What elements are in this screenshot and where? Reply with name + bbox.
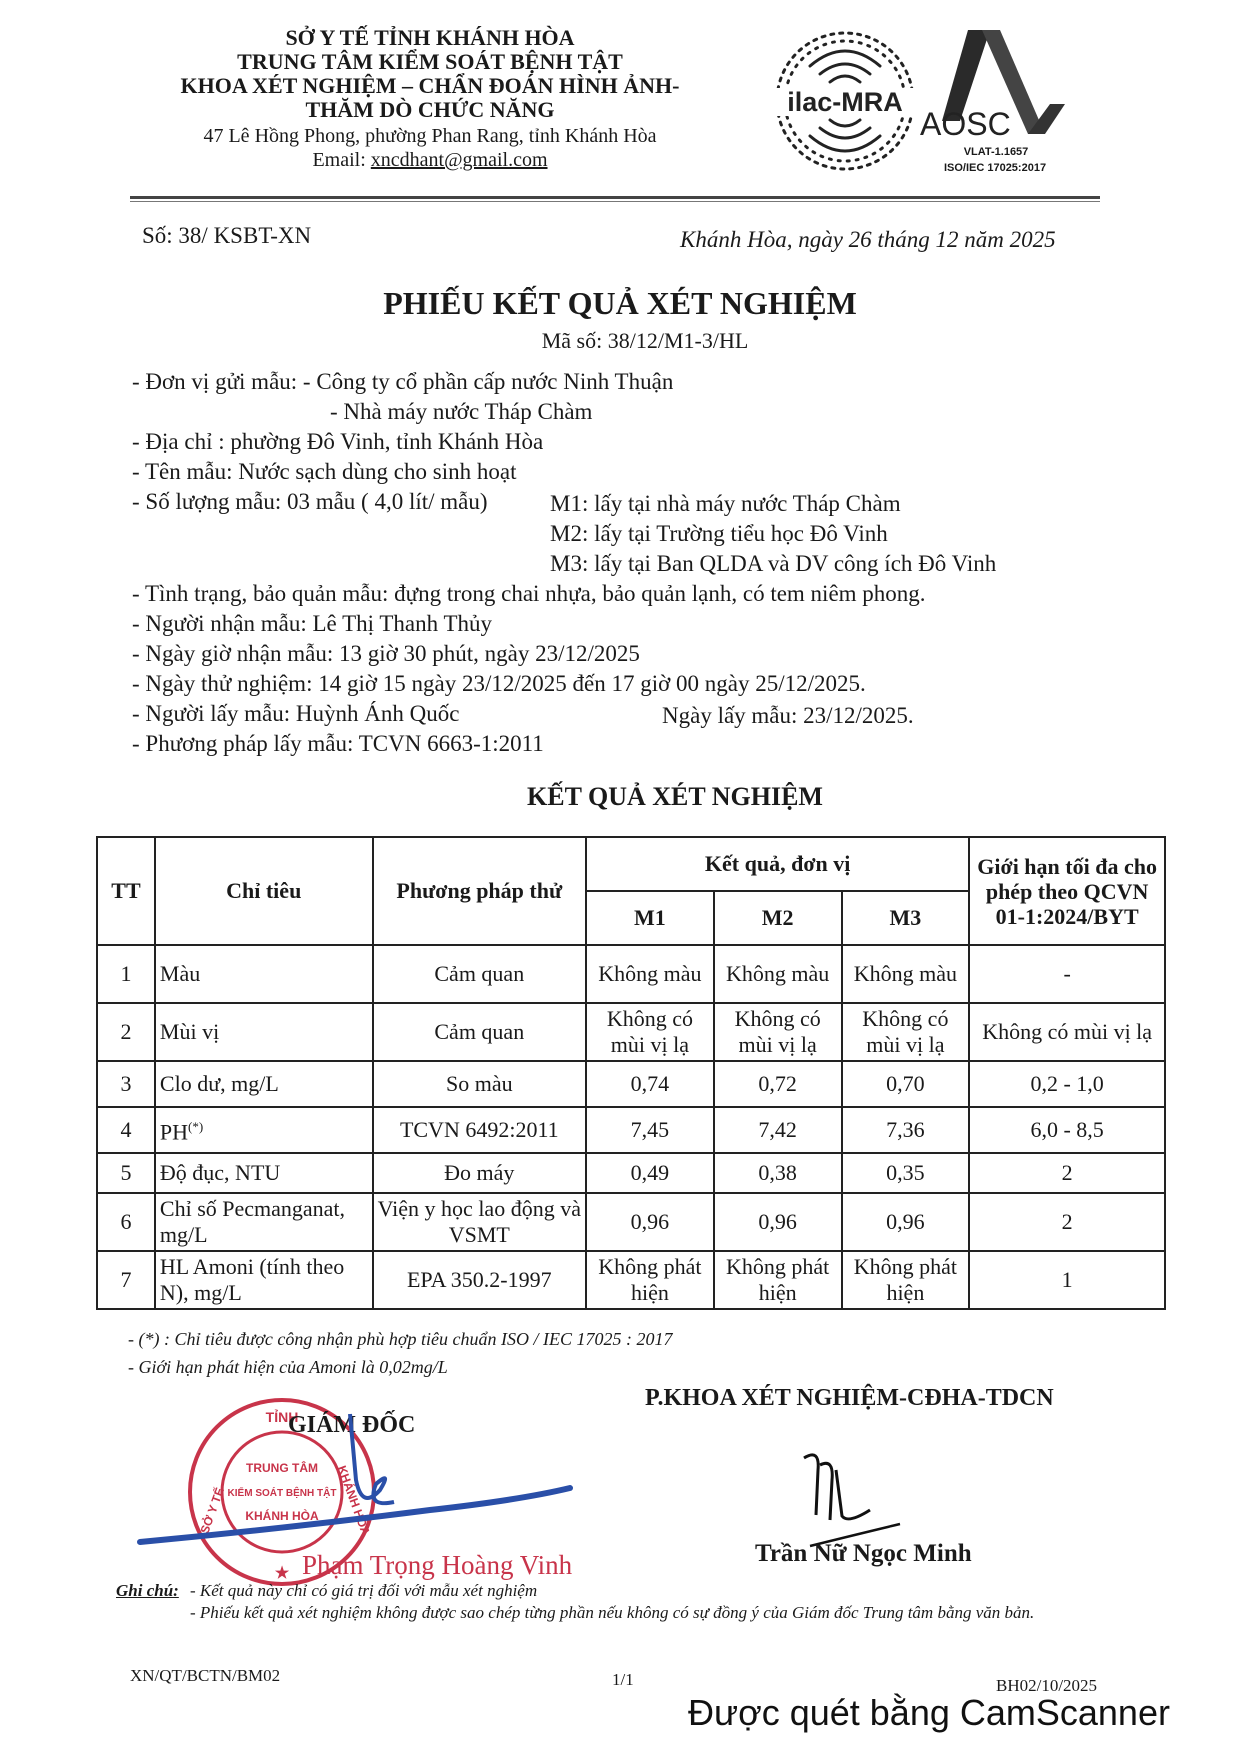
cell-m2-text: 0,72 bbox=[758, 1071, 797, 1096]
ilac-text: ilac-MRA bbox=[787, 87, 903, 117]
sender-unit-2: - Nhà máy nước Tháp Chàm bbox=[330, 399, 593, 424]
stamp-text-left: SỞ Y TẾ bbox=[197, 1485, 227, 1536]
document-code: Mã số: 38/12/M1-3/HL bbox=[541, 328, 749, 353]
cell-m2 bbox=[714, 1003, 842, 1061]
sample-m3: M3: lấy tại Ban QLDA và DV công ích Đô Vinh bbox=[550, 551, 997, 576]
cell-tt bbox=[97, 1193, 155, 1251]
right-signature-title: P.KHOA XÉT NGHIỆM-CĐHA-TDCN bbox=[645, 1385, 1054, 1411]
cell-tt bbox=[97, 1061, 155, 1107]
header-m1: M1 bbox=[586, 891, 714, 945]
header-method: Phương pháp thử bbox=[373, 837, 587, 945]
table-row bbox=[97, 1003, 1165, 1061]
sender-address: - Địa chỉ : phường Đô Vinh, tỉnh Khánh Hòa bbox=[132, 429, 544, 454]
cell-tt bbox=[97, 1003, 155, 1061]
cell-method-text: EPA 350.2-1997 bbox=[406, 1267, 552, 1292]
cell-tt-text: 3 bbox=[120, 1071, 132, 1096]
cell-m3-text: 0,96 bbox=[886, 1209, 925, 1234]
cell-m2-text: Không có mùi vị lạ bbox=[734, 1006, 821, 1057]
table-header-row bbox=[97, 837, 1165, 891]
table-row bbox=[97, 1193, 1165, 1251]
received-at: - Ngày giờ nhận mẫu: 13 giờ 30 phút, ngày 23/12/2025 bbox=[132, 641, 640, 666]
left-signer-name: Phạm Trọng Hoàng Vinh bbox=[302, 1550, 573, 1580]
header-m2: M2 bbox=[714, 891, 842, 945]
cell-limit bbox=[969, 1193, 1165, 1251]
header-indicator: Chỉ tiêu bbox=[155, 837, 373, 945]
cell-indicator-text: Chỉ số Pecmanganat, mg/L bbox=[159, 1196, 346, 1247]
header-line-2: TRUNG TÂM KIỂM SOÁT BỆNH TẬT bbox=[237, 49, 623, 74]
cell-m1 bbox=[586, 1153, 714, 1193]
left-handwritten-signature bbox=[130, 1410, 590, 1560]
cell-limit-text: 2 bbox=[1061, 1160, 1073, 1185]
cell-indicator-text: PH bbox=[159, 1119, 189, 1145]
cell-method bbox=[373, 1193, 587, 1251]
cell-limit-text: 6,0 - 8,5 bbox=[1030, 1117, 1104, 1142]
table-row bbox=[97, 1251, 1165, 1309]
note-accredited: - (*) : Chỉ tiêu được công nhận phù hợp tiêu chuẩn ISO / IEC 17025 : 2017 bbox=[128, 1329, 673, 1349]
cell-limit bbox=[969, 945, 1165, 1003]
cell-indicator bbox=[155, 1061, 373, 1107]
cell-m3-text: 0,35 bbox=[886, 1160, 925, 1185]
cell-method-text: TCVN 6492:2011 bbox=[399, 1117, 559, 1142]
cell-m3 bbox=[842, 945, 970, 1003]
cell-method-text: Viện y học lao động và VSMT bbox=[377, 1196, 581, 1247]
cell-tt-text: 7 bbox=[120, 1267, 132, 1292]
left-signature-title: GIÁM ĐỐC bbox=[288, 1412, 416, 1438]
remarks-label: Ghi chú: bbox=[116, 1581, 179, 1600]
sample-receiver: - Người nhận mẫu: Lê Thị Thanh Thủy bbox=[132, 611, 492, 636]
cell-method bbox=[373, 945, 587, 1003]
header-address: 47 Lê Hồng Phong, phường Phan Rang, tỉnh Khánh Hòa bbox=[203, 125, 657, 147]
right-handwritten-signature bbox=[790, 1440, 910, 1550]
sample-count: - Số lượng mẫu: 03 mẫu ( 4,0 lít/ mẫu) bbox=[132, 489, 488, 514]
footer-page: 1/1 bbox=[612, 1670, 634, 1689]
email-link[interactable]: xncdhant@gmail.com bbox=[370, 149, 548, 171]
ilac-mra-logo bbox=[770, 26, 920, 176]
cell-m3 bbox=[842, 1061, 970, 1107]
right-signer-name: Trần Nữ Ngọc Minh bbox=[755, 1540, 972, 1567]
stamp-text-center-3: KHÁNH HÒA bbox=[245, 1509, 319, 1523]
results-table bbox=[96, 836, 1166, 1310]
footer-revision: BH02/10/2025 bbox=[996, 1676, 1098, 1695]
cell-method bbox=[373, 1251, 587, 1309]
stamp-text-top: TỈNH bbox=[265, 1409, 299, 1425]
cell-indicator-text: Độ đục, NTU bbox=[159, 1160, 281, 1185]
ilac-mra-icon bbox=[770, 26, 920, 176]
cell-tt-text: 5 bbox=[120, 1160, 132, 1185]
cell-tt-text: 2 bbox=[120, 1019, 132, 1044]
cell-indicator bbox=[155, 1153, 373, 1193]
cell-indicator bbox=[155, 1251, 373, 1309]
cell-m1-text: 0,74 bbox=[630, 1071, 670, 1096]
cell-method-text: Cảm quan bbox=[434, 961, 525, 986]
email-label: Email: bbox=[312, 149, 371, 171]
cell-m3-text: 0,70 bbox=[886, 1071, 925, 1096]
cell-m3 bbox=[842, 1251, 970, 1309]
cell-tt bbox=[97, 1153, 155, 1193]
cell-m3 bbox=[842, 1193, 970, 1251]
table-row bbox=[97, 945, 1165, 1003]
sample-date: Ngày lấy mẫu: 23/12/2025. bbox=[662, 703, 914, 728]
signature-scribble-icon bbox=[130, 1410, 590, 1560]
header-line-3: KHOA XÉT NGHIỆM – CHẨN ĐOÁN HÌNH ẢNH- bbox=[180, 73, 680, 98]
header-email-line bbox=[170, 148, 690, 172]
sample-m1: M1: lấy tại nhà máy nước Tháp Chàm bbox=[550, 491, 901, 516]
cell-m1-text: Không có mùi vị lạ bbox=[606, 1006, 693, 1057]
signature-scribble-icon-2 bbox=[790, 1440, 910, 1550]
cell-method bbox=[373, 1153, 587, 1193]
cell-tt bbox=[97, 1251, 155, 1309]
cell-m1 bbox=[586, 1193, 714, 1251]
cell-m3-text: Không màu bbox=[853, 961, 958, 986]
cell-limit bbox=[969, 1153, 1165, 1193]
aosc-iso: ISO/IEC 17025:2017 bbox=[943, 162, 1047, 174]
document-number: Số: 38/ KSBT-XN bbox=[142, 223, 312, 248]
cell-limit bbox=[969, 1003, 1165, 1061]
cell-m3-text: 7,36 bbox=[886, 1117, 925, 1142]
cell-indicator bbox=[155, 945, 373, 1003]
cell-method-text: So màu bbox=[445, 1071, 513, 1096]
cell-m2 bbox=[714, 1107, 842, 1153]
cell-m1 bbox=[586, 1107, 714, 1153]
stamp-text-center-1: TRUNG TÂM bbox=[246, 1461, 318, 1475]
cell-method-text: Đo máy bbox=[444, 1160, 515, 1185]
cell-m2 bbox=[714, 1061, 842, 1107]
table-row bbox=[97, 1107, 1165, 1153]
cell-m3 bbox=[842, 1153, 970, 1193]
sampler: - Người lấy mẫu: Huỳnh Ánh Quốc bbox=[132, 701, 460, 726]
cell-tt-text: 1 bbox=[120, 961, 132, 986]
cell-tt-text: 4 bbox=[120, 1117, 132, 1142]
cell-m2-text: 0,96 bbox=[758, 1209, 797, 1234]
cell-m3 bbox=[842, 1003, 970, 1061]
cell-tt-text: 6 bbox=[120, 1209, 132, 1234]
aosc-text: AOSC bbox=[920, 106, 1011, 142]
table-row bbox=[97, 1061, 1165, 1107]
cell-method bbox=[373, 1003, 587, 1061]
header-divider bbox=[130, 196, 1100, 199]
cell-limit bbox=[969, 1061, 1165, 1107]
sample-m2: M2: lấy tại Trường tiểu học Đô Vinh bbox=[550, 521, 888, 546]
remarks-line-2: - Phiếu kết quả xét nghiệm không được sao chép từng phần nếu không có sự đồng ý của Giám đốc Trung tâm bằng văn bản. bbox=[190, 1603, 1035, 1622]
svg-text:★: ★ bbox=[274, 1565, 290, 1582]
cell-m2 bbox=[714, 1153, 842, 1193]
footer-form-code: XN/QT/BCTN/BM02 bbox=[130, 1666, 281, 1685]
cell-m1-text: 0,49 bbox=[630, 1160, 670, 1185]
test-date: - Ngày thử nghiệm: 14 giờ 15 ngày 23/12/2025 đến 17 giờ 00 ngày 25/12/2025. bbox=[132, 671, 866, 696]
cell-indicator-text: HL Amoni (tính theo N), mg/L bbox=[159, 1254, 345, 1305]
stamp-text-right: KHÁNH HÒA bbox=[334, 1463, 373, 1538]
sample-name: - Tên mẫu: Nước sạch dùng cho sinh hoạt bbox=[132, 459, 517, 484]
results-title: KẾT QUẢ XÉT NGHIỆM bbox=[527, 782, 823, 811]
cell-method bbox=[373, 1107, 587, 1153]
document-title: PHIẾU KẾT QUẢ XÉT NGHIỆM bbox=[383, 285, 857, 321]
cell-m1-text: 0,96 bbox=[630, 1209, 670, 1234]
cell-m1 bbox=[586, 945, 714, 1003]
cell-method bbox=[373, 1061, 587, 1107]
cell-method-text: Cảm quan bbox=[434, 1019, 525, 1044]
cell-m3 bbox=[842, 1107, 970, 1153]
aosc-logo bbox=[920, 26, 1070, 186]
cell-m2 bbox=[714, 1251, 842, 1309]
cell-tt bbox=[97, 945, 155, 1003]
cell-m1 bbox=[586, 1061, 714, 1107]
aosc-code: VLAT-1.1657 bbox=[963, 146, 1029, 158]
cell-indicator-text: Màu bbox=[159, 961, 201, 986]
cell-limit-text: 0,2 - 1,0 bbox=[1030, 1071, 1104, 1096]
header-tt: TT bbox=[97, 837, 155, 945]
accredited-marker: (*) bbox=[188, 1119, 204, 1135]
cell-m2-text: Không màu bbox=[726, 961, 830, 986]
cell-indicator bbox=[155, 1107, 373, 1153]
place-date: Khánh Hòa, ngày 26 tháng 12 năm 2025 bbox=[680, 227, 1056, 252]
cell-m1 bbox=[586, 1003, 714, 1061]
header-result-group: Kết quả, đơn vị bbox=[586, 837, 969, 891]
sample-condition: - Tình trạng, bảo quản mẫu: đựng trong chai nhựa, bảo quản lạnh, có tem niêm phong. bbox=[132, 581, 926, 606]
cell-limit-text: 2 bbox=[1061, 1209, 1073, 1234]
cell-m2-text: Không phát hiện bbox=[726, 1254, 830, 1305]
sampling-method: - Phương pháp lấy mẫu: TCVN 6663-1:2011 bbox=[132, 731, 544, 756]
cell-m2-text: 0,38 bbox=[758, 1160, 797, 1185]
cell-indicator-text: Clo dư, mg/L bbox=[159, 1071, 279, 1096]
stamp-text-center-2: KIỂM SOÁT BỆNH TẬT bbox=[227, 1488, 337, 1499]
sender-unit: - Đơn vị gửi mẫu: - Công ty cổ phần cấp nước Ninh Thuận bbox=[132, 369, 674, 394]
header-line-1: SỞ Y TẾ TỈNH KHÁNH HÒA bbox=[285, 25, 575, 50]
header-m3: M3 bbox=[842, 891, 970, 945]
cell-limit bbox=[969, 1251, 1165, 1309]
cell-m1 bbox=[586, 1251, 714, 1309]
cell-m1-text: Không màu bbox=[598, 961, 702, 986]
cell-m2 bbox=[714, 945, 842, 1003]
cell-limit-text: 1 bbox=[1061, 1267, 1073, 1292]
cell-limit bbox=[969, 1107, 1165, 1153]
cell-m3-text: Không phát hiện bbox=[853, 1254, 958, 1305]
cell-m3-text: Không có mùi vị lạ bbox=[862, 1006, 949, 1057]
cell-m2 bbox=[714, 1193, 842, 1251]
camscanner-watermark: Được quét bằng CamScanner bbox=[688, 1692, 1170, 1733]
cell-indicator bbox=[155, 1003, 373, 1061]
remarks-line-1: - Kết quả này chỉ có giá trị đối với mẫu xét nghiệm bbox=[190, 1581, 538, 1600]
cell-indicator-text: Mùi vị bbox=[159, 1019, 220, 1044]
cell-m1-text: 7,45 bbox=[630, 1117, 670, 1142]
header-limit: Giới hạn tối đa cho phép theo QCVN 01-1:2024/BYT bbox=[969, 837, 1165, 945]
cell-m2-text: 7,42 bbox=[758, 1117, 797, 1142]
cell-limit-text: - bbox=[1063, 961, 1071, 986]
cell-m1-text: Không phát hiện bbox=[598, 1254, 702, 1305]
header-line-4: THĂM DÒ CHỨC NĂNG bbox=[305, 97, 555, 122]
cell-tt bbox=[97, 1107, 155, 1153]
cell-indicator bbox=[155, 1193, 373, 1251]
note-detection-limit: - Giới hạn phát hiện của Amoni là 0,02mg/L bbox=[128, 1357, 448, 1377]
table-row bbox=[97, 1153, 1165, 1193]
cell-limit-text: Không có mùi vị lạ bbox=[982, 1019, 1153, 1044]
header-divider-thin bbox=[130, 201, 1100, 202]
